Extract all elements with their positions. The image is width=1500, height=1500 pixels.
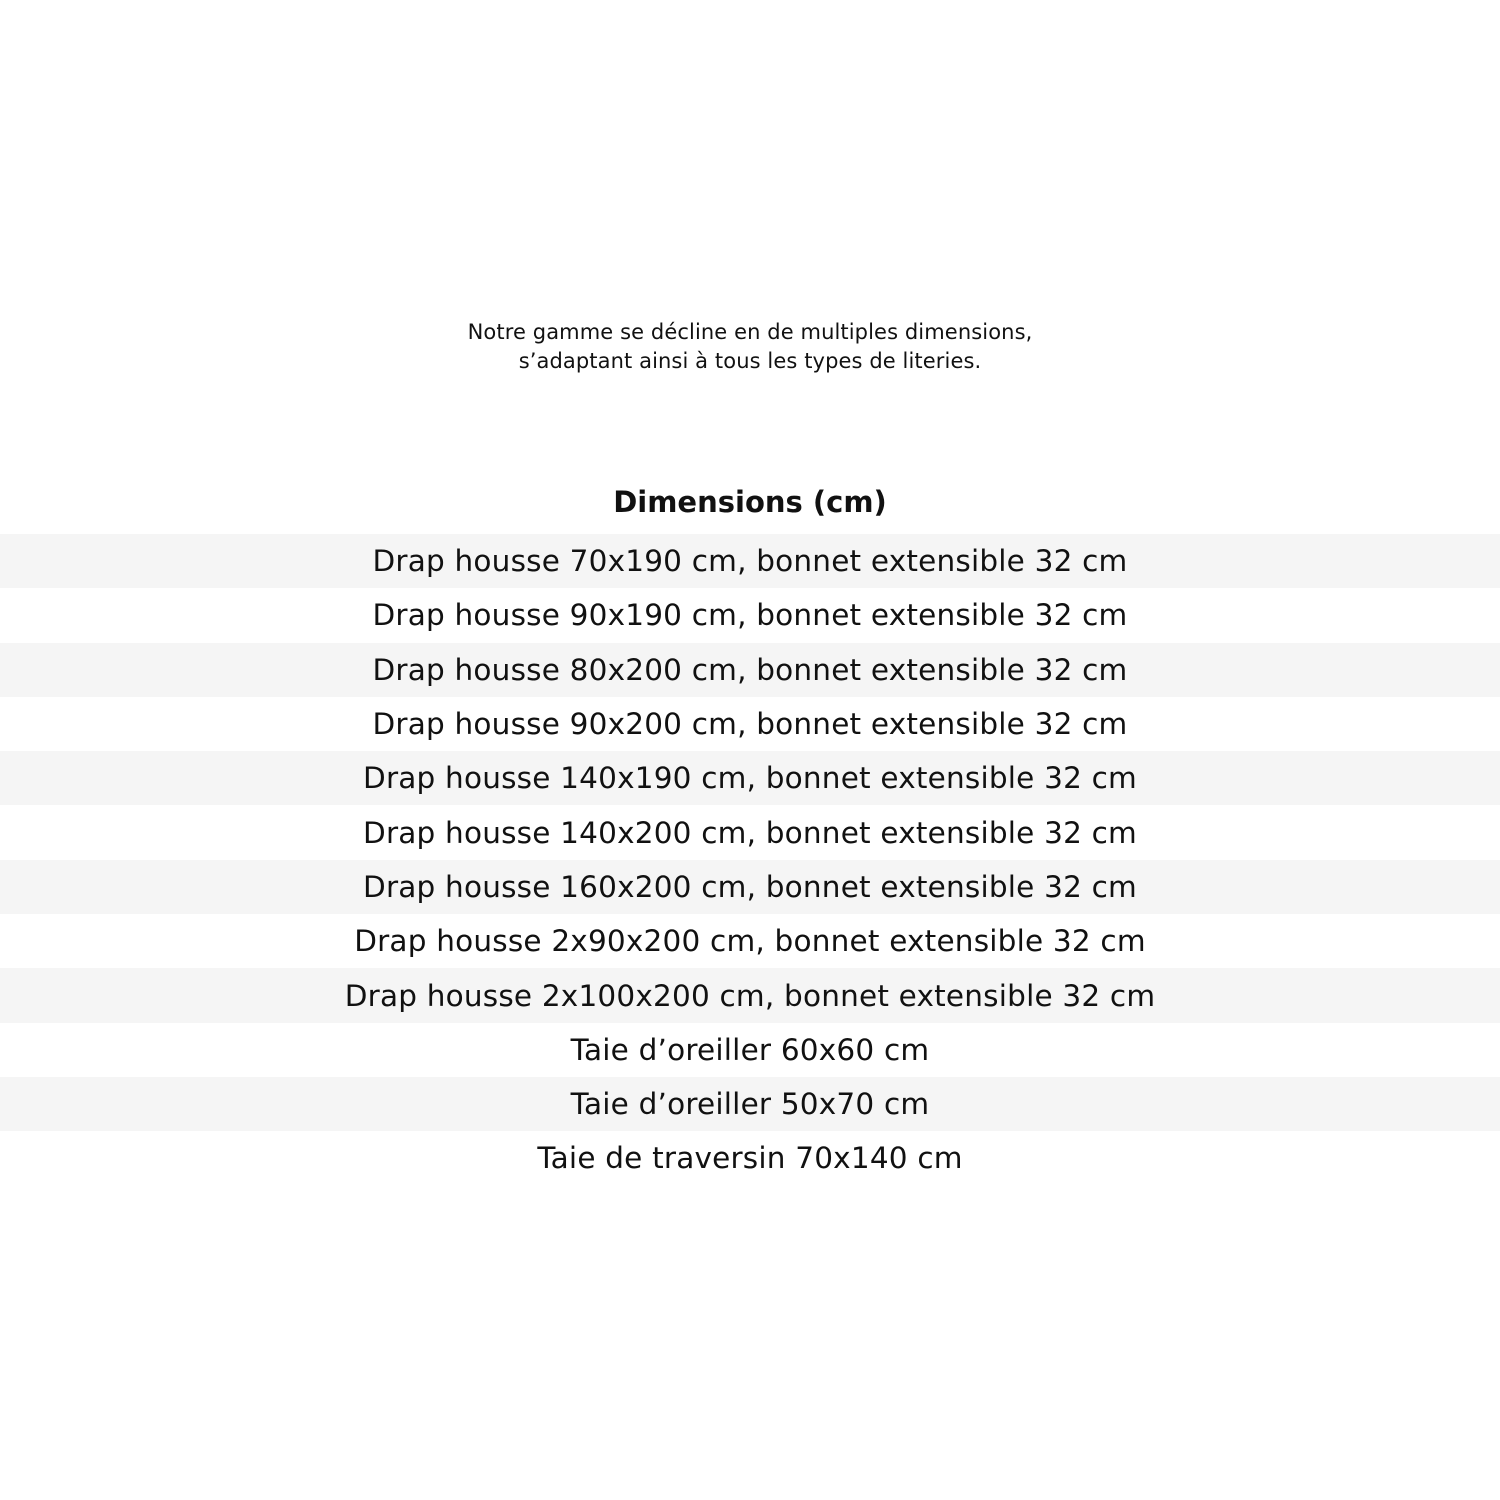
table-row: Taie d’oreiller 60x60 cm [0, 1023, 1500, 1077]
table-row: Drap housse 160x200 cm, bonnet extensible 32 cm [0, 860, 1500, 914]
dimensions-table [0, 534, 1500, 1186]
table-row: Drap housse 2x100x200 cm, bonnet extensible 32 cm [0, 968, 1500, 1022]
table-row: Drap housse 80x200 cm, bonnet extensible 32 cm [0, 643, 1500, 697]
table-row: Drap housse 70x190 cm, bonnet extensible 32 cm [0, 534, 1500, 588]
dimensions-table-header: Dimensions (cm) [613, 485, 887, 519]
table-row: Drap housse 90x200 cm, bonnet extensible 32 cm [0, 697, 1500, 751]
table-row: Drap housse 90x190 cm, bonnet extensible 32 cm [0, 588, 1500, 642]
intro-text [0, 318, 1500, 376]
table-row: Taie de traversin 70x140 cm [0, 1131, 1500, 1185]
table-row: Taie d’oreiller 50x70 cm [0, 1077, 1500, 1131]
intro-line-1: Notre gamme se décline en de multiples dimensions, [467, 320, 1033, 344]
table-row: Drap housse 140x190 cm, bonnet extensible 32 cm [0, 751, 1500, 805]
table-row: Drap housse 140x200 cm, bonnet extensible 32 cm [0, 805, 1500, 859]
table-row: Drap housse 2x90x200 cm, bonnet extensible 32 cm [0, 914, 1500, 968]
intro-line-2: s’adaptant ainsi à tous les types de literies. [518, 349, 982, 373]
